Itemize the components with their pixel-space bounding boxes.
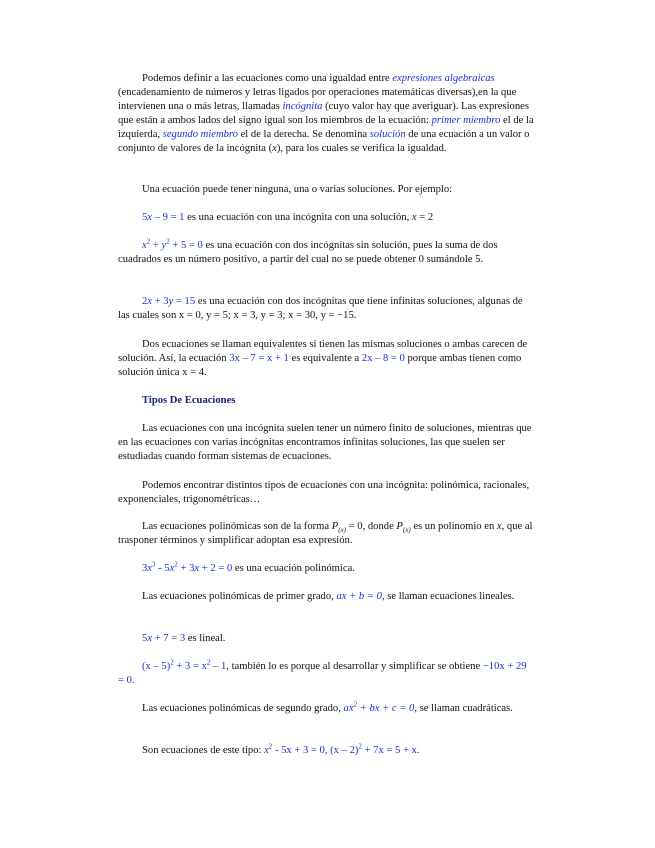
text: el de la izquierda, [118,115,534,140]
equation: 3x – 7 = x + 1 [229,353,289,364]
text: es equivalente a [288,353,362,364]
paragraph-ejemplos-cuadraticas [118,744,534,758]
paragraph-example-1 [118,211,534,225]
text: (cuyo valor hay que averiguar). Las expresiones que están a ambos lados del signo igual son los miembros de la ecuación: [118,101,529,126]
text: es una ecuación con dos incógnitas que tiene infinitas soluciones, algunas de las cuales son [118,296,523,321]
equation: $ax^2$ + bx + c = 0 [343,700,415,714]
text: Las ecuaciones polinómicas de segundo grado, [142,703,344,714]
text: , también lo es porque al desarrollar y simplificar se obtiene [226,661,483,672]
text: Las ecuaciones con una incógnita suelen tener un número finito de soluciones, mientras que en las ecuaciones con varias incógnitas encontramos infinitas soluciones, las que suelen ser estudiadas cuando forman sistemas de ecuaciones. [118,423,532,462]
paragraph-example-2 [118,239,534,267]
term-solucion: solución [369,129,406,140]
term-primer-miembro: primer miembro [431,115,501,126]
text: el de la derecha. Se denomina [237,129,370,140]
paragraph-cuadraticas [118,702,534,716]
text: (encadenamiento de números y letras ligados por operaciones matemáticas diversas),en la que intervienen una o más letras, llamadas [118,87,517,112]
paragraph-polinomicas: Las ecuaciones polinómicas son de la forma $P_{(x)} = 0$, donde $P_{(x)}$ es un polinomio en x, que al trasponer términos y simplificar adoptan esa expresión. [118,521,533,546]
term-expresiones-algebraicas: expresiones algebraicas [392,73,495,84]
text: = 0, donde [346,521,397,532]
text: Dos ecuaciones se llaman equivalentes si tienen las mismas soluciones o ambas carecen de solución. Así, la ecuación [118,339,528,364]
equation: $3x^3 - 5x^2 + 3x + 2 = 0$ [142,560,233,574]
text: x = 4. [182,367,207,378]
term-segundo-miembro: segundo miembro [162,129,238,140]
equation: $x^2 - 5x + 3 = 0$, [264,742,331,756]
text: es una ecuación con dos incógnitas sin solución, pues la suma de dos cuadrados es un número positivo, a partir del cual no se puede obtener 0 sumándole 5. [118,240,498,265]
paragraph-equivalentes [118,338,534,380]
text: Una ecuación puede tener ninguna, una o varias soluciones. Por ejemplo: [142,184,453,195]
text: Las ecuaciones polinómicas son de la forma [142,521,332,532]
text: es un polinomio en [410,521,497,532]
text: es lineal. [185,633,226,644]
text: porque ambas tienen como solución única [118,353,522,378]
term-incognita: incógnita [282,101,323,112]
equation: $(x - 5)^2 + 3 = x^2 - 1$ [142,658,227,672]
text: , que al trasponer términos y simplificar adoptan esa expresión. [118,521,533,546]
equation: 2x – 8 = 0 [361,353,405,364]
paragraph-ejemplo-lineal [118,632,534,646]
text: , se llaman ecuaciones lineales. [381,591,515,602]
equation: (x – 2)$^2$ + 7x = 5 + x. [330,742,420,756]
text: de una ecuación a un valor o conjunto de valores de la incógnita ( [118,129,530,154]
text: Podemos definir a las ecuaciones como una igualdad entre [142,73,393,84]
text: Las ecuaciones polinómicas de primer grado, [142,591,337,602]
solutions-list: x = 0, y = 5; x = 3, y = 3; x = 30, y = −15. [178,310,357,321]
text: ), para los cuales se verifica la igualdad. [276,143,447,154]
text: Son ecuaciones de este tipo: [142,745,265,756]
equation: 2x + 3y = 15 [142,296,196,307]
equation: −10x + 29 = 0. [118,661,527,686]
equation: 5x – 9 = 1 [142,212,185,223]
text: , se llaman cuadráticas. [414,703,513,714]
equation: $x^2 + y^2 + 5 = 0$ [142,237,203,251]
paragraph-example-3 [118,295,534,323]
text: Podemos encontrar distintos tipos de ecuaciones con una incógnita: polinómica, racionales, exponenciales, trigonométricas… [118,480,530,505]
paragraph-distintos-tipos [118,479,534,507]
equation: ax + b = 0 [336,591,382,602]
paragraph-lineales [118,590,534,604]
var-x: x [411,212,417,223]
equation: 5x + 7 = 3 [142,633,186,644]
text: = 2 [416,212,434,223]
var-x: x [272,143,277,154]
paragraph-ejemplo-polinomica [118,562,534,576]
section-heading: Tipos De Ecuaciones [142,395,236,406]
paragraph-definition [118,72,534,156]
paragraph-tipos-intro [118,422,534,464]
paragraph-soluciones [118,183,534,197]
paragraph-ejemplo-lineal-2 [118,660,534,688]
text: es una ecuación polinómica. [232,563,355,574]
text: es una ecuación con una incógnita con una solución, [184,212,412,223]
